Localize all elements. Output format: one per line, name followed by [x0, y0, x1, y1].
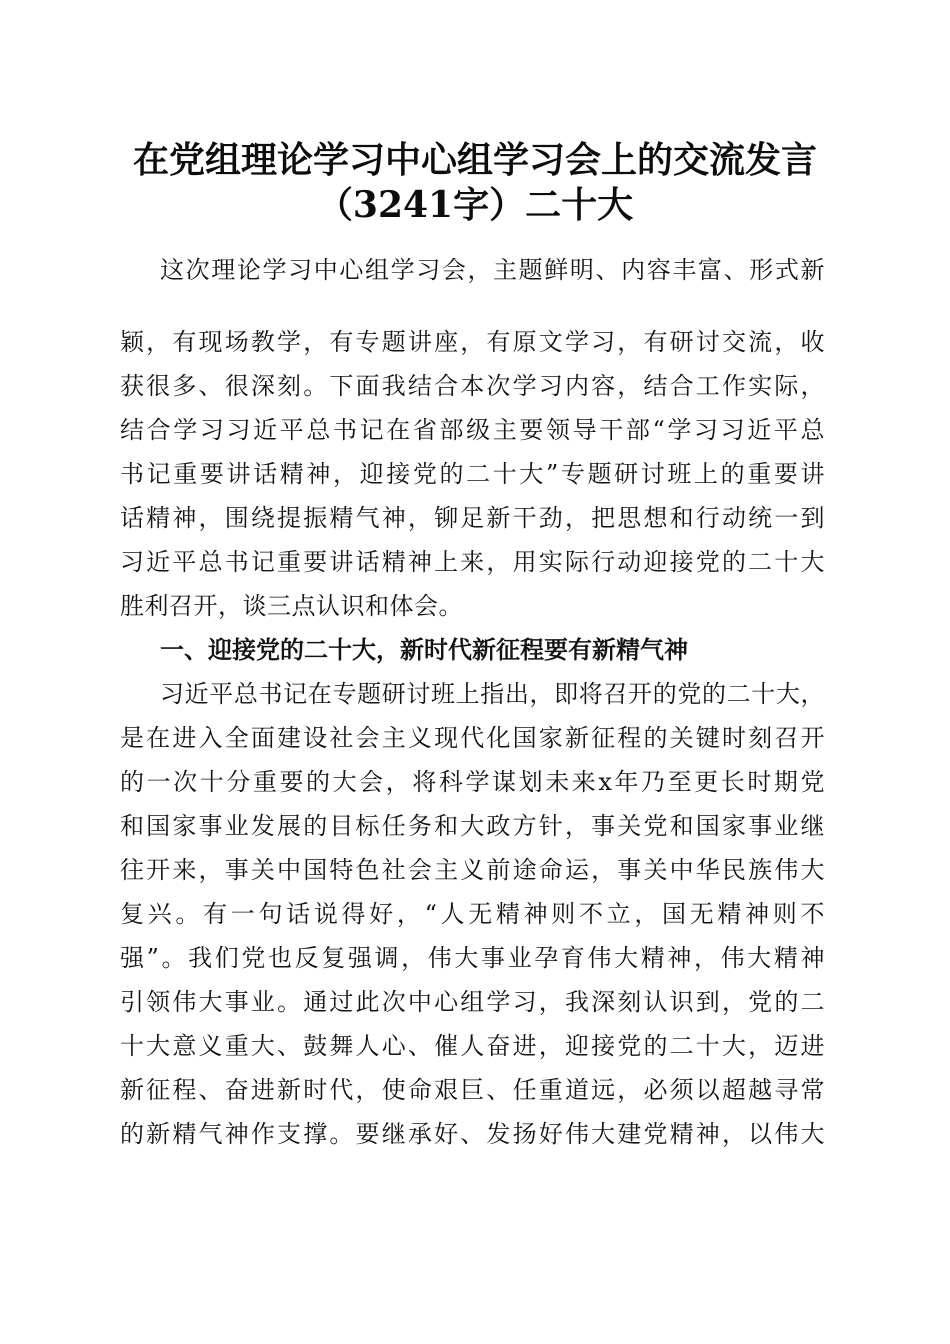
- paragraph-2-line: 强”。我们党也反复强调，伟大事业孕育伟大精神，伟大精神: [120, 944, 825, 972]
- document-title-line-2: （3241字）二十大: [316, 184, 634, 226]
- paragraph-1-line: 书记重要讲话精神，迎接党的二十大”专题研讨班上的重要讲: [120, 460, 825, 488]
- paragraph-1-line: 习近平总书记重要讲话精神上来，用实际行动迎接党的二十大: [120, 548, 825, 576]
- paragraph-2-line: 十大意义重大、鼓舞人心、催人奋进，迎接党的二十大，迈进: [120, 1032, 825, 1060]
- paragraph-1-line: 结合学习习近平总书记在省部级主要领导干部“学习习近平总: [120, 416, 825, 444]
- paragraph-1-line: 颖，有现场教学，有专题讲座，有原文学习，有研讨交流，收: [120, 328, 825, 356]
- section-heading-1: 一、迎接党的二十大，新时代新征程要有新精气神: [160, 636, 688, 664]
- paragraph-2-line: 引领伟大事业。通过此次中心组学习，我深刻认识到，党的二: [120, 988, 825, 1016]
- paragraph-2-line: 的一次十分重要的大会，将科学谋划未来x年乃至更长时期党: [120, 768, 825, 796]
- paragraph-1-line: 获很多、很深刻。下面我结合本次学习内容，结合工作实际，: [120, 372, 825, 400]
- paragraph-1-line: 话精神，围绕提振精气神，铆足新干劲，把思想和行动统一到: [120, 504, 825, 532]
- paragraph-2-line: 习近平总书记在专题研讨班上指出，即将召开的党的二十大，: [160, 680, 825, 708]
- paragraph-2-line: 的新精气神作支撑。要继承好、发扬好伟大建党精神，以伟大: [120, 1120, 825, 1148]
- paragraph-1-line: 胜利召开，谈三点认识和体会。: [120, 592, 463, 620]
- paragraph-1-line: 这次理论学习中心组学习会，主题鲜明、内容丰富、形式新: [160, 256, 825, 284]
- paragraph-2-line: 新征程、奋进新时代，使命艰巨、任重道远，必须以超越寻常: [120, 1076, 825, 1104]
- document-title-line-1: 在党组理论学习中心组学习会上的交流发言: [132, 139, 817, 181]
- paragraph-2-line: 复兴。有一句话说得好，“人无精神则不立，国无精神则不: [120, 900, 825, 928]
- paragraph-2-line: 是在进入全面建设社会主义现代化国家新征程的关键时刻召开: [120, 724, 825, 752]
- paragraph-2-line: 往开来，事关中国特色社会主义前途命运，事关中华民族伟大: [120, 856, 825, 884]
- paragraph-2-line: 和国家事业发展的目标任务和大政方针，事关党和国家事业继: [120, 812, 825, 840]
